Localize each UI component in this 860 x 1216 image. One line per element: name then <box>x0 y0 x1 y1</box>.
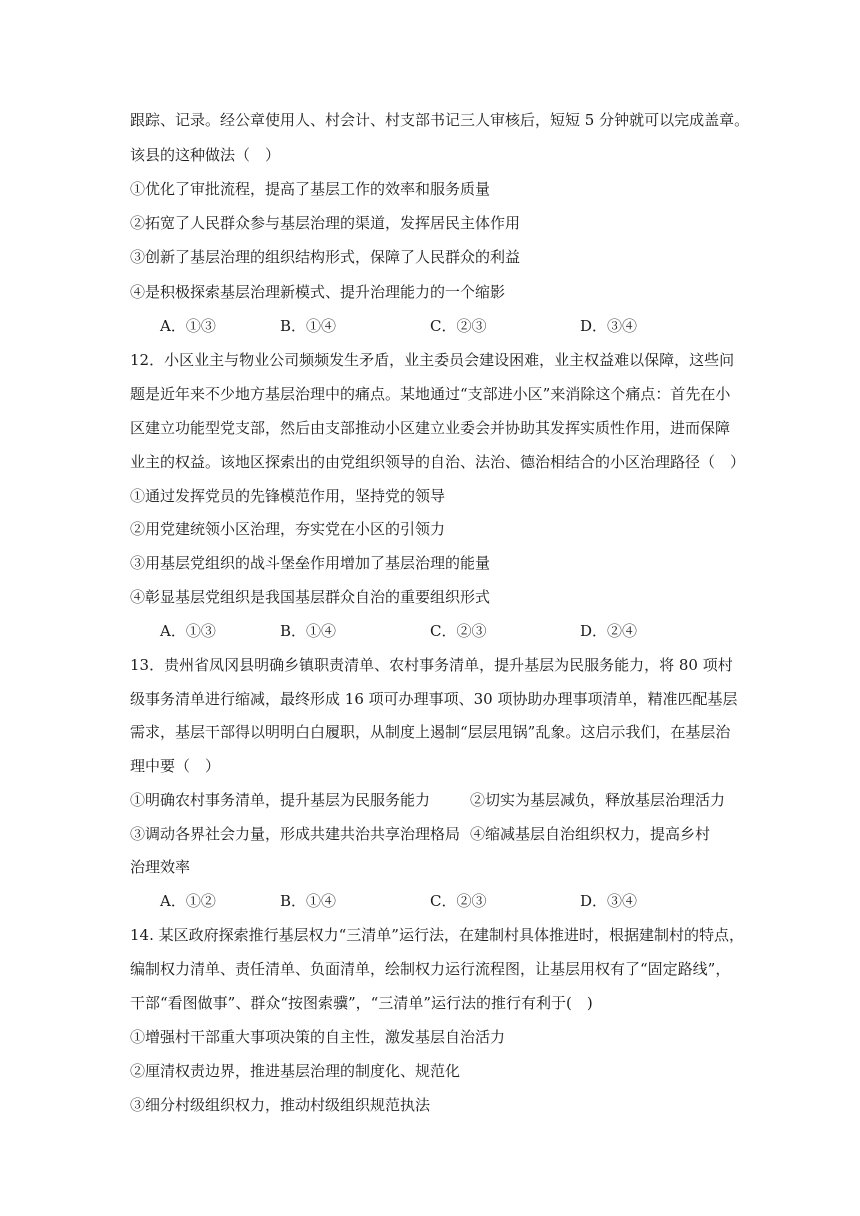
q12-stem-line-2: 题是近年来不少地方基层治理中的痛点。某地通过“支部进小区”来消除这个痛点：首先在小 <box>130 385 731 403</box>
q14-stem-line-1: 14. 某区政府探索推行基层权力“三清单”运行法，在建制村具体推进时，根据建制村的特点， <box>130 926 744 944</box>
q13-option-c[interactable]: C．②③ <box>430 892 487 910</box>
q11-option-c[interactable]: C．②③ <box>430 317 487 335</box>
q13-option-a[interactable]: A．①② <box>160 892 216 910</box>
q13-stem-line-3: 需求，基层干部得以明明白白履职，从制度上遏制“层层甩锅”乱象。这启示我们，在基层治 <box>130 723 731 741</box>
q13-option-d[interactable]: D．③④ <box>580 892 638 910</box>
q13-item-1: ①明确农村事务清单，提升基层为民服务能力 <box>130 791 431 809</box>
q13-stem-line-1: 13．贵州省凤冈县明确乡镇职责清单、农村事务清单，提升基层为民服务能力，将 80 项村 <box>130 656 733 674</box>
q13-option-b[interactable]: B．①④ <box>280 892 337 910</box>
q14-item-3: ③细分村级组织权力，推动村级组织规范执法 <box>130 1096 431 1114</box>
q12-option-c[interactable]: C．②③ <box>430 622 487 640</box>
q13-item-2: ②切实为基层减负，释放基层治理活力 <box>470 791 726 809</box>
q14-stem-line-3: 干部“看图做事”、群众“按图索骥”，“三清单”运行法的推行有利于( ) <box>130 994 593 1012</box>
q12-options <box>160 621 760 641</box>
q12-item-1: ①通过发挥党员的先锋模范作用，坚持党的领导 <box>130 487 446 505</box>
q13-stem-line-2: 级事务清单进行缩减，最终形成 16 项可办理事项、30 项协助办理事项清单，精准匹配基层 <box>130 690 738 708</box>
q13-stem-line-4: 理中要（ ） <box>130 757 221 775</box>
q11-option-b[interactable]: B．①④ <box>280 317 337 335</box>
q14-item-2: ②厘清权责边界，推进基层治理的制度化、规范化 <box>130 1062 461 1080</box>
q11-stem-line-1: 跟踪、记录。经公章使用人、村会计、村支部书记三人审核后，短短 5 分钟就可以完成盖章。 <box>130 111 750 129</box>
q11-option-a[interactable]: A．①③ <box>160 317 216 335</box>
q11-option-d[interactable]: D．③④ <box>580 317 638 335</box>
q12-stem-line-1: 12．小区业主与物业公司频频发生矛盾，业主委员会建设困难，业主权益难以保障，这些问 <box>130 351 735 369</box>
q11-item-3: ③创新了基层治理的组织结构形式，保障了人民群众的利益 <box>130 248 521 266</box>
q11-item-1: ①优化了审批流程，提高了基层工作的效率和服务质量 <box>130 180 491 198</box>
q14-item-1: ①增强村干部重大事项决策的自主性，激发基层自治活力 <box>130 1028 506 1046</box>
q12-stem-line-4: 业主的权益。该地区探索出的由党组织领导的自治、法治、德治相结合的小区治理路径（ ） <box>130 453 746 471</box>
q12-option-d[interactable]: D．②④ <box>580 622 638 640</box>
q12-item-3: ③用基层党组织的战斗堡垒作用增加了基层治理的能量 <box>130 554 491 572</box>
q12-option-b[interactable]: B．①④ <box>280 622 337 640</box>
q12-item-4: ④彰显基层党组织是我国基层群众自治的重要组织形式 <box>130 588 491 606</box>
q13-item-3: ③调动各界社会力量，形成共建共治共享治理格局 <box>130 825 461 843</box>
q12-option-a[interactable]: A．①③ <box>160 622 216 640</box>
q13-items-row-2 <box>130 824 750 844</box>
q13-items-row-1 <box>130 790 750 810</box>
q11-stem-line-2: 该县的这种做法（ ） <box>130 146 281 164</box>
q13-options <box>160 891 760 911</box>
q11-item-4: ④是积极探索基层治理新模式、提升治理能力的一个缩影 <box>130 283 506 301</box>
q12-stem-line-3: 区建立功能型党支部，然后由支部推动小区建立业委会并协助其发挥实质性作用，进而保障 <box>130 419 731 437</box>
q13-item-4-continued: 治理效率 <box>130 858 191 876</box>
q14-stem-line-2: 编制权力清单、责任清单、负面清单，绘制权力运行流程图，让基层用权有了“固定路线”， <box>130 960 731 978</box>
q11-options <box>160 316 760 336</box>
q13-item-4: ④缩减基层自治组织权力，提高乡村 <box>470 825 711 843</box>
q11-item-2: ②拓宽了人民群众参与基层治理的渠道，发挥居民主体作用 <box>130 214 521 232</box>
q12-item-2: ②用党建统领小区治理，夯实党在小区的引领力 <box>130 520 446 538</box>
